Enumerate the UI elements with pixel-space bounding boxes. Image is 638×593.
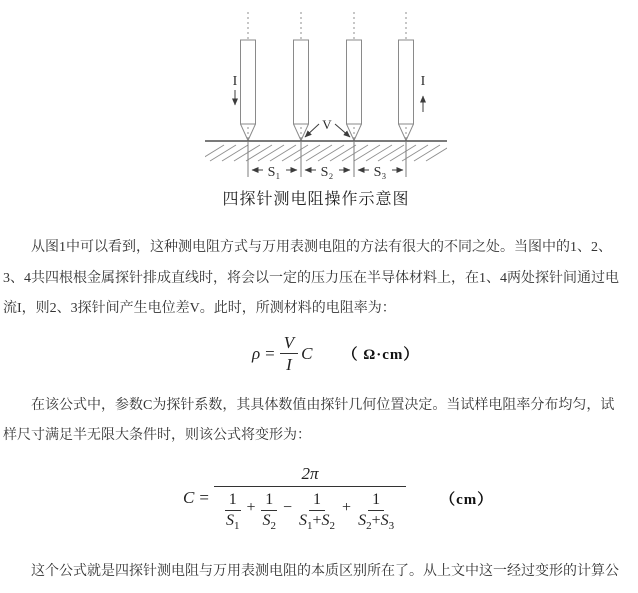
v-over-i-fraction [280,333,298,375]
surface-hatching [198,145,452,161]
four-probe-diagram [0,0,638,213]
plus-sign: + [342,498,352,516]
diagram-caption: 四探针测电阻操作示意图 [222,191,410,208]
voltage-label: V [322,117,332,132]
formula-probe-coefficient [183,464,638,534]
paragraph-3 [3,557,638,588]
coefficient-c: C [301,343,313,363]
probe-2 [294,12,309,141]
paragraph-1 [3,233,638,325]
main-fraction [214,464,406,534]
term-1-over-s1-plus-s2: $\frac{1}{S_1+S_2}$ [299,490,336,533]
unit-cm: （cm） [440,491,494,508]
paragraph-1-line-3: 流I，则2、3探针间产生电位差V。此时，所测材料的电阻率为： [3,301,396,316]
s1-label: S₁ [267,165,281,180]
fraction-denominator-i: I [286,355,292,375]
paragraph-2 [3,391,638,452]
s2-label: S₂ [320,165,334,180]
fraction-numerator-v: V [280,333,298,355]
term-1-over-s1: $\frac{1}{S_1}$ [225,490,240,533]
s3-label: S₃ [373,165,387,180]
probe-3 [347,12,362,141]
spacing-s1 [252,165,297,180]
paragraph-2-line-1: 在该公式中，参数C为探针系数，其具体数值由探针几何位置决定。当试样电阻率分布均匀，试 [31,397,615,413]
numerator-2pi: 2π [301,463,319,483]
minus-sign: − [282,498,292,516]
paragraph-1-line-1: 从图1中可以看到，这种测电阻方式与万用表测电阻的方法有很大的不同之处。当图中的1、2、 [31,240,612,255]
formula-resistivity [252,333,638,375]
equals-sign: = [265,343,275,363]
paragraph-1-line-2: 3、4共四根根金属探针排成直线时，将会以一定的压力压在半导体材料上，在1、4两处探针间通过电 [3,270,619,286]
probe-4 [399,12,414,141]
term-1-over-s2-plus-s3: $\frac{1}{S_2+S_3}$ [358,490,395,533]
spacing-s2 [305,165,350,180]
unit-ohm-cm: （ Ω·cm） [342,347,420,364]
spacing-s3 [358,165,403,180]
paragraph-2-line-2: 样尺寸满足半无限大条件时，则该公式将变形为： [3,428,311,444]
probe-1 [241,12,256,141]
current-out-label: I [420,74,426,89]
paragraph-3-line-1: 这个公式就是四探针测电阻与万用表测电阻的本质区别所在了。从上文中这一经过变形的计算公 [31,564,619,580]
denominator-sum [214,486,406,533]
current-in-label: I [232,74,238,89]
term-1-over-s2: $\frac{1}{S_2}$ [262,490,276,533]
c-symbol: C [183,488,195,508]
equals-sign: = [199,488,209,508]
rho-symbol: ρ [252,343,261,363]
plus-sign: + [246,498,256,516]
